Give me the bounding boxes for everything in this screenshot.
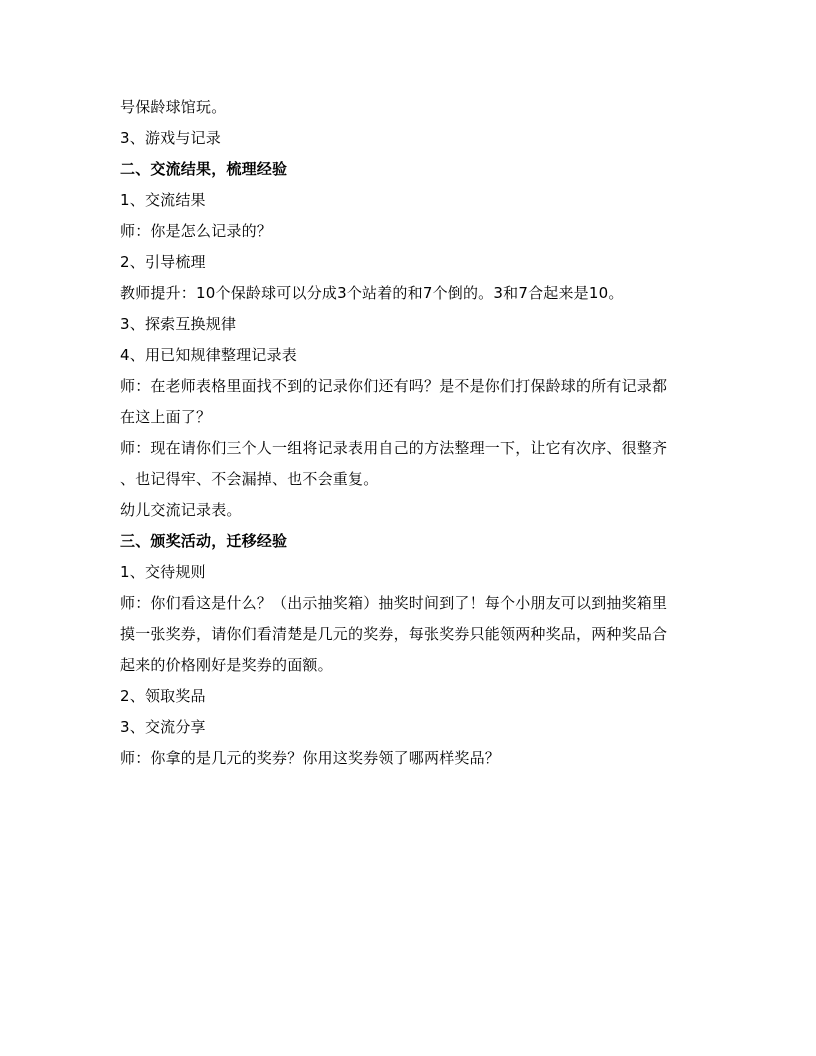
text-line: 教师提升：10个保龄球可以分成3个站着的和7个倒的。3和7合起来是10。 <box>120 284 624 302</box>
text-line: 师：你是怎么记录的？ <box>120 222 273 240</box>
section-heading: 二、交流结果，梳理经验 <box>120 160 288 178</box>
list-item: 1、交流结果 <box>120 191 206 209</box>
text-line: 师：你拿的是几元的奖券？你用这奖券领了哪两样奖品？ <box>120 749 501 767</box>
text-line: 幼儿交流记录表。 <box>120 501 242 519</box>
list-item: 3、探索互换规律 <box>120 315 237 333</box>
list-item: 1、交待规则 <box>120 563 206 581</box>
list-item: 3、交流分享 <box>120 718 206 736</box>
section-heading: 三、颁奖活动，迁移经验 <box>120 532 288 550</box>
text-line: 起来的价格刚好是奖券的面额。 <box>120 656 333 674</box>
text-line: 师：现在请你们三个人一组将记录表用自己的方法整理一下，让它有次序、很整齐 <box>120 439 668 457</box>
list-item: 2、引导梳理 <box>120 253 206 271</box>
list-item: 3、游戏与记录 <box>120 129 221 147</box>
document-page <box>120 92 700 774</box>
text-line: 师：你们看这是什么？（出示抽奖箱）抽奖时间到了！每个小朋友可以到抽奖箱里 <box>120 594 668 612</box>
list-item: 4、用已知规律整理记录表 <box>120 346 297 364</box>
text-line: 在这上面了？ <box>120 408 212 426</box>
text-line: 师：在老师表格里面找不到的记录你们还有吗？是不是你们打保龄球的所有记录都 <box>120 377 668 395</box>
text-line: 摸一张奖券，请你们看清楚是几元的奖券，每张奖券只能领两种奖品，两种奖品合 <box>120 625 668 643</box>
text-line: 号保龄球馆玩。 <box>120 98 227 116</box>
text-line: 、也记得牢、不会漏掉、也不会重复。 <box>120 470 379 488</box>
list-item: 2、领取奖品 <box>120 687 206 705</box>
